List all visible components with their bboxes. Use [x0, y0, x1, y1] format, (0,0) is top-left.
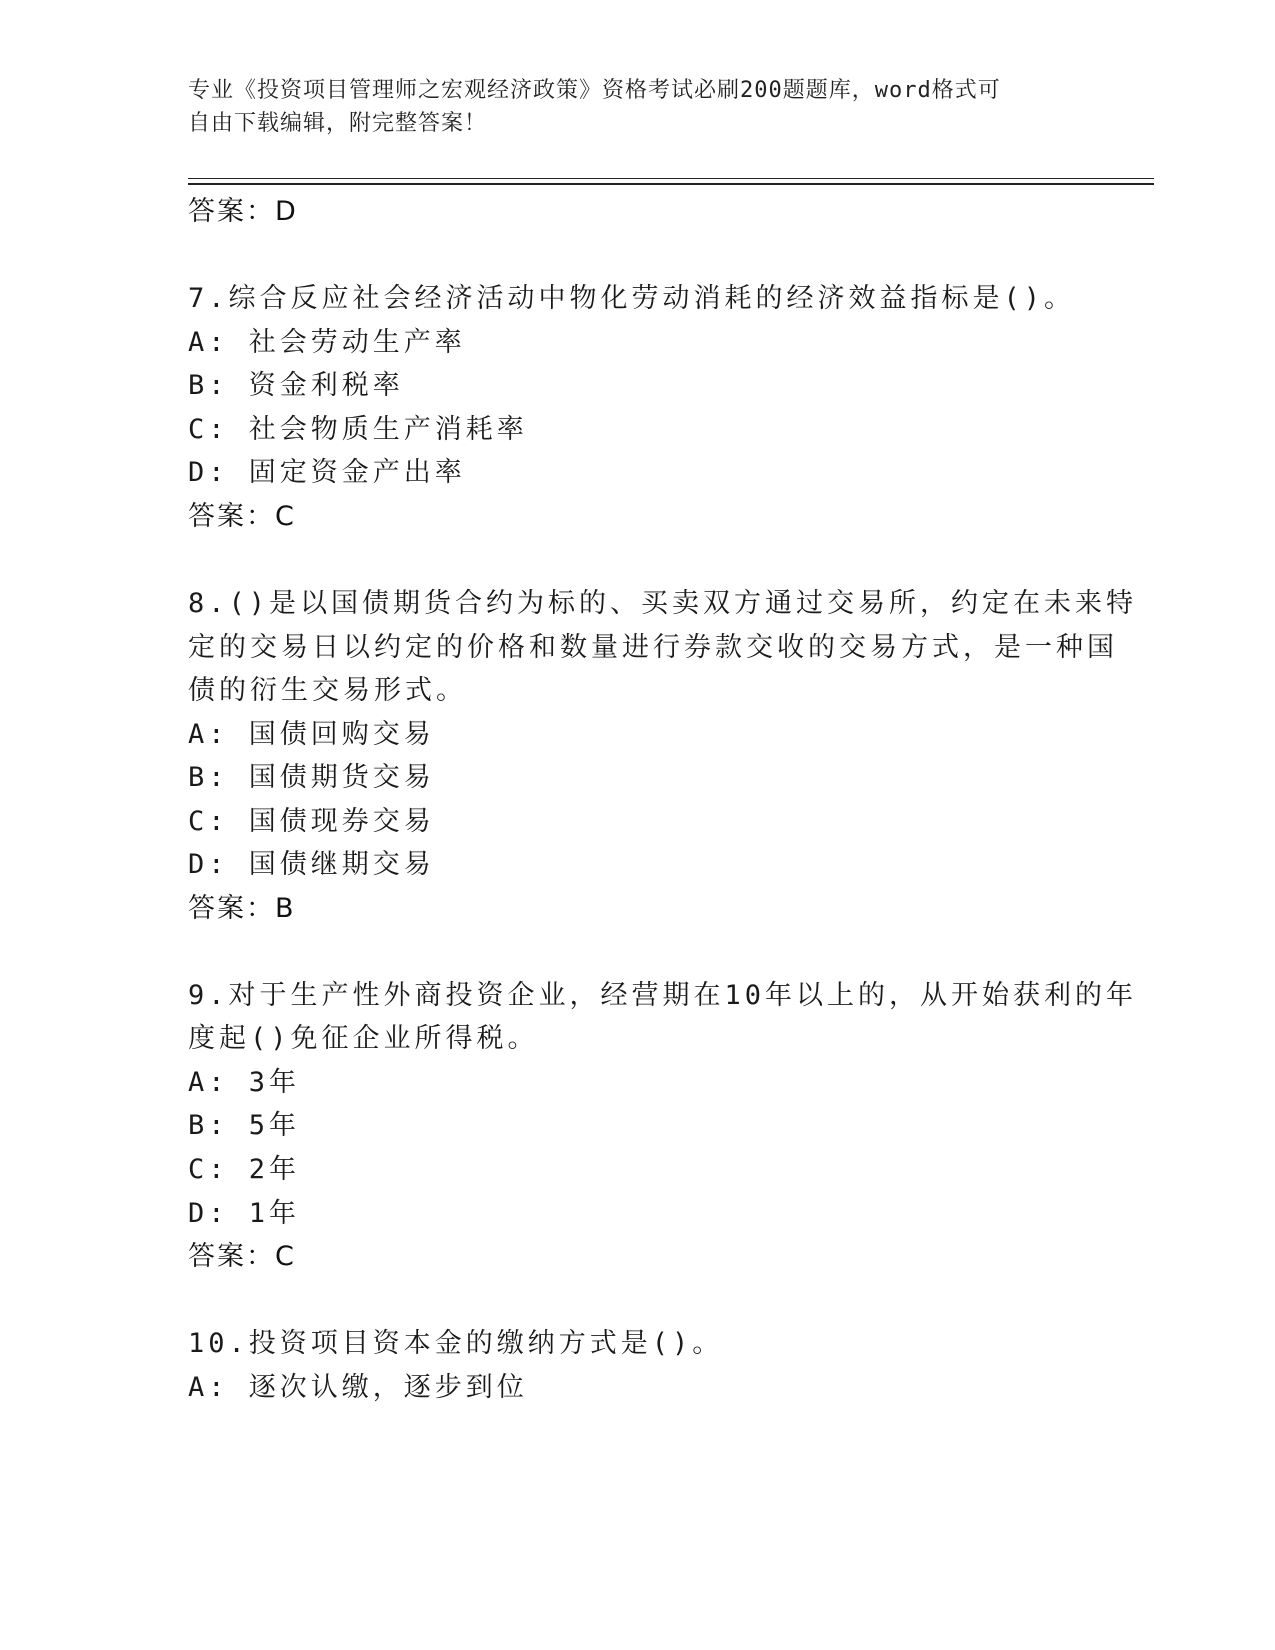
- option-d: D: 固定资金产出率: [188, 457, 466, 488]
- question-stem: 度起()免征企业所得税。: [188, 1023, 539, 1054]
- question-stem: 定的交易日以约定的价格和数量进行券款交收的交易方式，是一种国: [188, 632, 1118, 663]
- option-c: C: 2年: [188, 1154, 301, 1185]
- option-a: A: 社会劳动生产率: [188, 327, 466, 358]
- header-line-2: 自由下载编辑，附完整答案！: [188, 111, 488, 136]
- option-b: B: 资金利税率: [188, 370, 404, 401]
- option-a: A: 3年: [188, 1067, 301, 1098]
- question-stem: 8.()是以国债期货合约为标的、买卖双方通过交易所，约定在未来特: [188, 588, 1138, 619]
- answer-line: 答案：B: [188, 893, 296, 924]
- option-a: A: 逐次认缴，逐步到位: [188, 1372, 528, 1403]
- question-stem: 债的衍生交易形式。: [188, 675, 467, 706]
- option-d: D: 国债继期交易: [188, 849, 435, 880]
- answer-line: 答案：D: [188, 196, 298, 227]
- header-line-1: 专业《投资项目管理师之宏观经济政策》资格考试必刷200题题库，word格式可: [188, 78, 1001, 103]
- answer-line: 答案：C: [188, 501, 296, 532]
- answer-line: 答案：C: [188, 1241, 296, 1272]
- option-c: C: 国债现券交易: [188, 806, 435, 837]
- header-rule-thin: [188, 178, 1154, 179]
- option-b: B: 国债期货交易: [188, 762, 435, 793]
- option-d: D: 1年: [188, 1198, 301, 1229]
- header-rule-thick: [188, 183, 1154, 185]
- document-header: [188, 74, 1068, 140]
- question-stem: 9.对于生产性外商投资企业，经营期在10年以上的，从开始获利的年: [188, 980, 1138, 1011]
- option-c: C: 社会物质生产消耗率: [188, 414, 528, 445]
- question-stem: 7.综合反应社会经济活动中物化劳动消耗的经济效益指标是()。: [188, 283, 1076, 314]
- question-stem: 10.投资项目资本金的缴纳方式是()。: [188, 1328, 724, 1359]
- option-b: B: 5年: [188, 1110, 301, 1141]
- option-a: A: 国债回购交易: [188, 719, 435, 750]
